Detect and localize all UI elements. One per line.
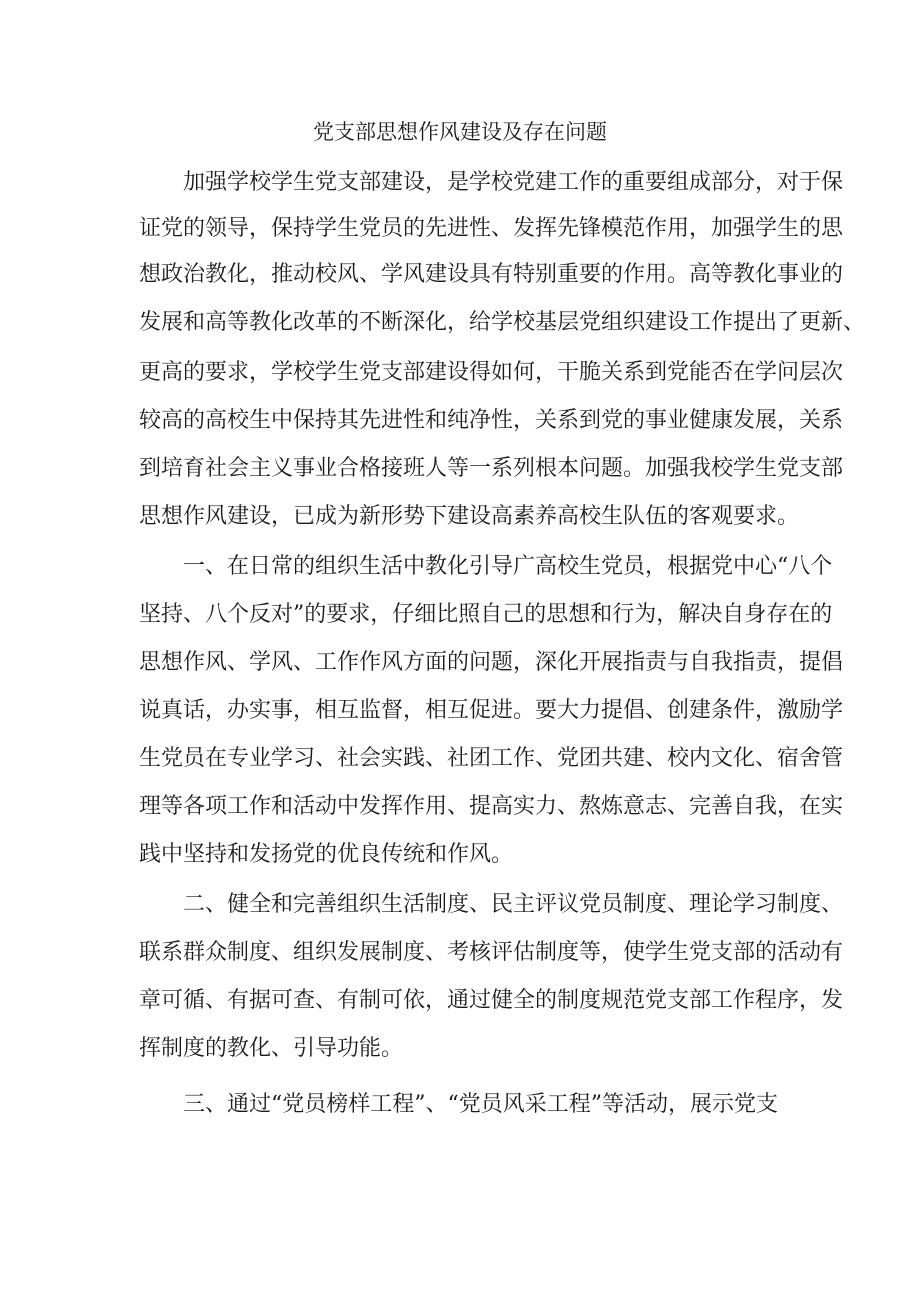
paragraph-1-line-5: 更高的要求，学校学生党支部建设得如何，干脆关系到党能否在学问层次 — [139, 360, 844, 385]
paragraph-2-line-4: 说真话，办实事，相互监督，相互促进。要大力提倡、创建条件，激励学 — [139, 698, 844, 723]
paragraph-2-line-6: 理等各项工作和活动中发挥作用、提高实力、熬炼意志、完善自我，在实 — [139, 794, 844, 819]
paragraph-2-line-3: 思想作风、学风、工作作风方面的问题，深化开展指责与自我指责，提倡 — [139, 650, 844, 675]
paragraph-1-line-4: 发展和高等教化改革的不断深化，给学校基层党组织建设工作提出了更新、 — [139, 310, 866, 335]
paragraph-2-line-2: 坚持、八个反对”的要求，仔细比照自己的思想和行为，解决自身存在的 — [139, 602, 833, 627]
paragraph-1-line-1: 加强学校学生党支部建设，是学校党建工作的重要组成部分，对于保 — [183, 170, 844, 195]
paragraph-2-line-7: 践中坚持和发扬党的优良传统和作风。 — [139, 842, 514, 867]
document-title: 党支部思想作风建设及存在问题 — [313, 120, 607, 144]
paragraph-4-line-1: 三、通过“党员榜样工程”、“党员风采工程”等活动，展示党支 — [183, 1092, 778, 1117]
paragraph-1-line-6: 较高的高校生中保持其先进性和纯净性，关系到党的事业健康发展，关系 — [139, 408, 844, 433]
paragraph-3-line-1: 二、健全和完善组织生活制度、民主评议党员制度、理论学习制度、 — [183, 892, 844, 917]
paragraph-2-line-5: 生党员在专业学习、社会实践、社团工作、党团共建、校内文化、宿舍管 — [139, 746, 844, 771]
paragraph-2-line-1: 一、在日常的组织生活中教化引导广高校生党员，根据党中心“八个 — [183, 554, 833, 579]
paragraph-1-line-8: 思想作风建设，已成为新形势下建设高素养高校生队伍的客观要求。 — [139, 504, 800, 529]
paragraph-3-line-2: 联系群众制度、组织发展制度、考核评估制度等，使学生党支部的活动有 — [139, 940, 844, 965]
paragraph-3-line-4: 挥制度的教化、引导功能。 — [139, 1036, 404, 1061]
paragraph-1-line-7: 到培育社会主义事业合格接班人等一系列根本问题。加强我校学生党支部 — [139, 456, 844, 481]
paragraph-1-line-2: 证党的领导，保持学生党员的先进性、发挥先锋模范作用，加强学生的思 — [139, 216, 844, 241]
paragraph-1-line-3: 想政治教化，推动校风、学风建设具有特别重要的作用。高等教化事业的 — [139, 262, 844, 287]
paragraph-3-line-3: 章可循、有据可查、有制可依，通过健全的制度规范党支部工作程序，发 — [139, 988, 844, 1013]
